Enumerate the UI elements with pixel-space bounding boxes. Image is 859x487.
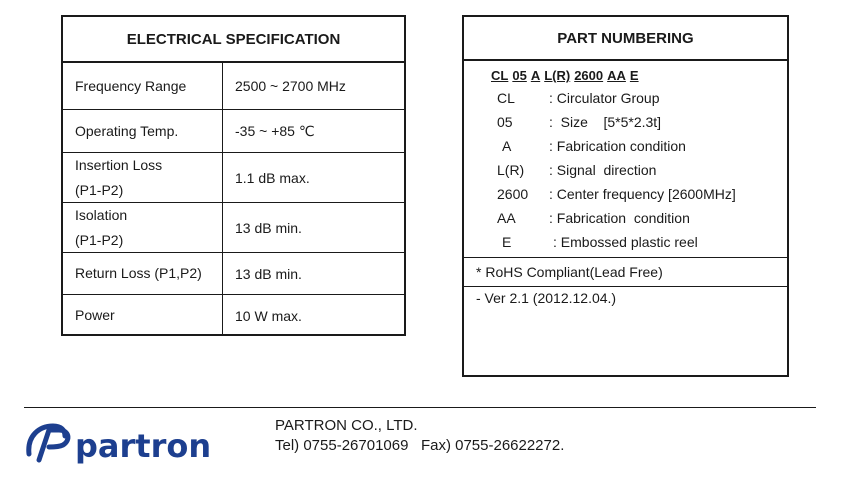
pn-item: E : Embossed plastic reel [502, 234, 698, 250]
part-number-code: CL 05 A L(R) 2600 AA E [491, 68, 639, 83]
spec-value: 1.1 dB max. [235, 169, 310, 186]
rohs-note: * RoHS Compliant(Lead Free) [464, 257, 787, 287]
spec-label: Insertion Loss (P1-P2) [63, 153, 223, 202]
spec-value: -35 ~ +85 ℃ [235, 122, 315, 139]
pn-item: CL : Circulator Group [497, 90, 660, 106]
part-numbering-box [462, 15, 789, 377]
pn-item: AA : Fabrication condition [497, 210, 690, 226]
spec-row-insertion-loss [63, 153, 404, 203]
spec-value: 13 dB min. [235, 219, 302, 236]
footer-divider [24, 407, 816, 408]
company-contact: Tel) 0755-26701069 Fax) 0755-26622272. [275, 437, 565, 454]
pn-item: A : Fabrication condition [502, 138, 686, 154]
part-numbering-title: PART NUMBERING [464, 17, 787, 61]
spec-label: Isolation (P1-P2) [63, 203, 223, 252]
pn-item: 2600 : Center frequency [2600MHz] [497, 186, 736, 202]
pn-item: 05 : Size [5*5*2.3t] [497, 114, 662, 130]
partron-logo-mark-icon [29, 426, 68, 460]
spec-value: 10 W max. [235, 307, 302, 324]
pn-item: L(R) : Signal direction [497, 162, 657, 178]
spec-value: 2500 ~ 2700 MHz [235, 78, 346, 94]
company-name: PARTRON CO., LTD. [275, 417, 418, 434]
partron-logo-text: partron [75, 427, 212, 465]
partron-logo [25, 416, 247, 466]
spec-label: Return Loss (P1,P2) [63, 253, 223, 294]
version-note: - Ver 2.1 (2012.12.04.) [476, 290, 617, 306]
company-info [275, 416, 564, 456]
spec-row-frequency [63, 63, 404, 110]
spec-row-power [63, 295, 404, 336]
spec-row-isolation [63, 203, 404, 253]
spec-value: 13 dB min. [235, 265, 302, 282]
electrical-spec-table [61, 15, 406, 336]
spec-label: Operating Temp. [63, 110, 223, 152]
spec-row-return-loss [63, 253, 404, 295]
spec-label: Power [63, 295, 223, 336]
spec-row-operating-temp [63, 110, 404, 153]
electrical-spec-title: ELECTRICAL SPECIFICATION [63, 17, 404, 63]
spec-label: Frequency Range [63, 63, 223, 109]
